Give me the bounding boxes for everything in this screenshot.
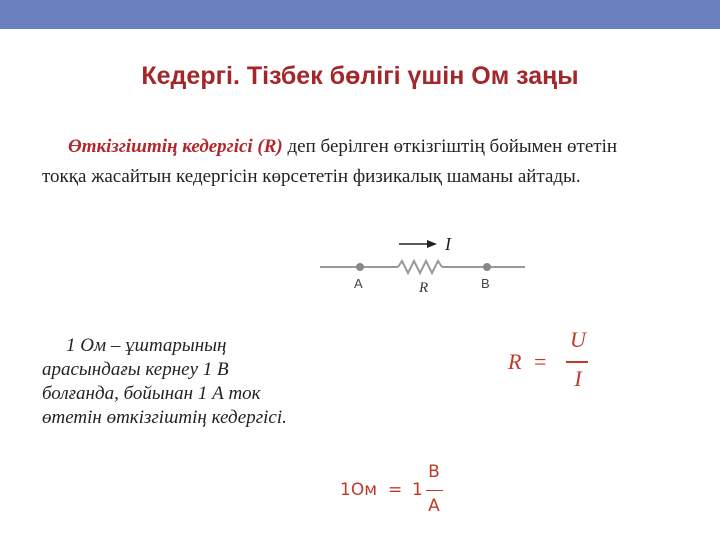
resistor-zigzag — [398, 261, 442, 273]
formula-numerator: U — [570, 327, 586, 352]
resistor-label: R — [419, 280, 429, 296]
point-b-label: B — [481, 276, 490, 291]
header-bar — [0, 0, 720, 29]
point-a-label: A — [354, 276, 363, 291]
definition-paragraph — [42, 334, 292, 430]
current-label: I — [445, 234, 451, 254]
unit-denominator: А — [428, 496, 440, 516]
unit-numerator: В — [428, 462, 440, 482]
slide-title: Кедергі. Тізбек бөлігі үшін Ом заңы — [141, 62, 579, 90]
circuit-diagram — [315, 226, 535, 306]
formula-denominator: I — [574, 366, 582, 391]
node-a — [356, 263, 364, 271]
formula-lhs: R — [508, 349, 522, 374]
unit-lhs: 1Ом — [340, 480, 378, 500]
intro-paragraph — [42, 132, 642, 192]
formula-equals: = — [534, 349, 547, 374]
current-arrow-head — [427, 240, 437, 248]
unit-fraction-bar — [426, 490, 443, 491]
unit-coefficient: 1 — [412, 480, 423, 500]
unit-equals: = — [388, 480, 403, 500]
fraction-bar — [566, 361, 588, 363]
definition-text: 1 Ом – ұштарының арасындағы кернеу 1 В болғанда, бойынан 1 А ток өтетін өткізгіштің кедергісі. — [42, 335, 287, 428]
intro-text: деп берілген өткізгіштің бойымен өтетін токқа жасайтын кедергісін көрсететін физикалық шаманы айтады. — [42, 136, 618, 187]
intro-term: Өткізгіштің кедергісі (R) — [68, 136, 283, 157]
node-b — [483, 263, 491, 271]
